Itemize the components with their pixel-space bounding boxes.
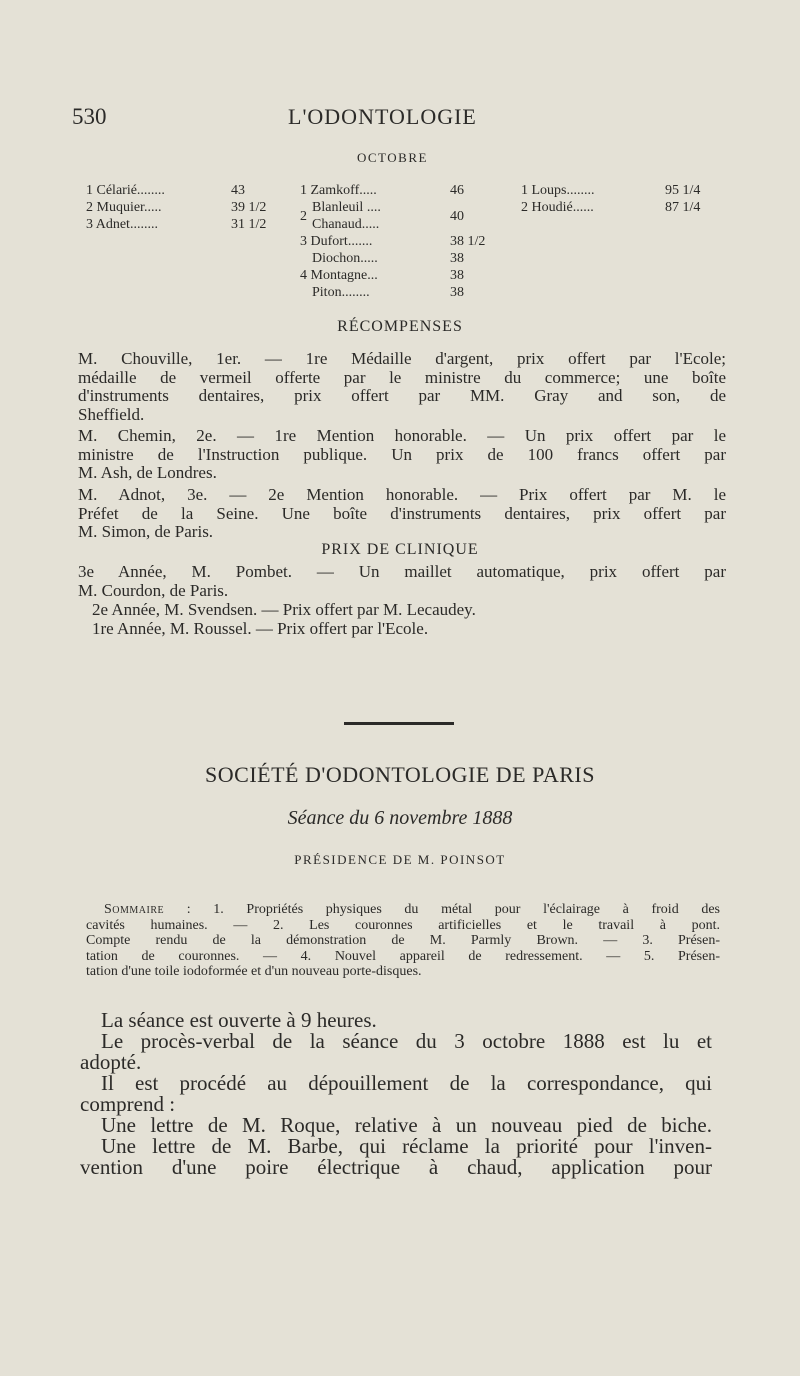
rank-name: 1 Célarié........: [86, 183, 165, 198]
text-line: M. Ash, de Londres.: [78, 463, 217, 482]
body-line: La séance est ouverte à 9 heures.: [101, 1008, 377, 1032]
rank-name: 2 Muquier.....: [86, 200, 162, 215]
sommaire-line-1: [104, 902, 720, 918]
rank-name: 1 Loups........: [521, 183, 595, 198]
rank-score: 95 1/4: [665, 183, 701, 198]
text-line: M. Simon, de Paris.: [78, 522, 214, 541]
presidence: PRÉSIDENCE DE M. POINSOT: [294, 852, 506, 867]
recompense-paragraph-1: [78, 350, 726, 424]
rank-score: 87 1/4: [665, 200, 701, 215]
text-line: M. Adnot, 3e. — 2e Mention honorable. — Prix offert par M. le: [78, 485, 726, 504]
text-line: M. Chemin, 2e. — 1re Mention honorable. — Un prix offert par le: [78, 426, 726, 445]
text-line: 3e Année, M. Pombet. — Un maillet automatique, prix offert par: [78, 562, 726, 581]
rank-score: 31 1/2: [231, 217, 267, 232]
rank-score: 43: [231, 183, 245, 198]
sommaire-line: tation de couronnes. — 4. Nouvel appareil de redressement. — 5. Présen-: [86, 948, 720, 964]
text-line: 2e Année, M. Svendsen. — Prix offert par M. Lecaudey.: [92, 600, 476, 619]
rank-name: 3 Dufort.......: [300, 234, 373, 249]
text-line: Préfet de la Seine. Une boîte d'instruments dentaires, prix offert par: [78, 503, 726, 523]
sommaire-label: Sommaire: [104, 902, 165, 917]
rank-score: 39 1/2: [231, 200, 267, 215]
text-line: d'instruments dentaires, prix offert par MM. Gray and son, de: [78, 386, 726, 405]
october-title: OCTOBRE: [357, 150, 428, 165]
rank-name: Piton........: [312, 285, 370, 300]
clinique-paragraph-2: [78, 601, 726, 620]
tie-rank: 2: [300, 209, 307, 224]
text-line: Sheffield.: [78, 404, 145, 424]
ranking-column-3: [521, 183, 741, 223]
text-line: M. Courdon, de Paris.: [78, 580, 229, 600]
rank-score: 38: [450, 251, 464, 266]
body-line: Une lettre de M. Roque, relative à un nouveau pied de biche.: [101, 1113, 712, 1137]
rank-score: 38: [450, 268, 464, 283]
section-divider: [344, 722, 454, 725]
rank-score: 46: [450, 183, 464, 198]
body-line: comprend :: [80, 1092, 176, 1116]
sommaire: [86, 902, 720, 980]
text-line: 1re Année, M. Roussel. — Prix offert par l'Ecole.: [92, 619, 429, 638]
seance-date: Séance du 6 novembre 1888: [287, 807, 513, 829]
sommaire-line: tation d'une toile iodoformée et d'un nouveau porte-disques.: [86, 964, 422, 979]
rank-name: 4 Montagne...: [300, 268, 378, 283]
rank-name: 3 Adnet........: [86, 217, 158, 232]
sommaire-line: Compte rendu de la démonstration de M. Parmly Brown. — 3. Présen-: [86, 933, 720, 948]
sommaire-line: cavités humaines. — 2. Les couronnes artificielles et le travail à pont.: [86, 917, 720, 933]
text-line: médaille de vermeil offerte par le ministre du commerce; une boîte: [78, 367, 726, 387]
rank-name: 2 Houdié......: [521, 200, 594, 215]
clinique-title: PRIX DE CLINIQUE: [321, 541, 479, 558]
society-title: SOCIÉTÉ D'ODONTOLOGIE DE PARIS: [205, 762, 595, 787]
body-line: vention d'une poire électrique à chaud, application pour: [80, 1155, 712, 1179]
recompense-paragraph-3: [78, 486, 726, 542]
minutes-body: [80, 1010, 712, 1178]
body-line: adopté.: [80, 1050, 142, 1074]
rank-name: Diochon.....: [312, 251, 378, 266]
body-line: Il est procédé au dépouillement de la correspondance, qui: [101, 1071, 712, 1095]
tie-score: 40: [450, 209, 464, 224]
rank-score: 38 1/2: [450, 234, 486, 249]
rank-score: 38: [450, 285, 464, 300]
body-line: Une lettre de M. Barbe, qui réclame la priorité pour l'inven-: [101, 1134, 712, 1158]
running-head: L'ODONTOLOGIE: [288, 104, 477, 129]
body-line: Le procès-verbal de la séance du 3 octobre 1888 est lu et: [101, 1029, 712, 1053]
clinique-paragraph-3: [78, 620, 726, 639]
page-number: 530: [72, 104, 107, 129]
rank-name: Chanaud.....: [312, 217, 380, 232]
sommaire-text: : 1. Propriétés physiques du métal pour l'éclairage à froid des: [164, 902, 720, 917]
ranking-column-2: [300, 183, 510, 303]
recompense-paragraph-2: [78, 427, 726, 483]
clinique-paragraph-1: [78, 563, 726, 600]
text-line: ministre de l'Instruction publique. Un prix de 100 francs offert par: [78, 444, 726, 464]
rank-name: 1 Zamkoff.....: [300, 183, 377, 198]
recompenses-title: RÉCOMPENSES: [337, 318, 463, 335]
text-line: M. Chouville, 1er. — 1re Médaille d'argent, prix offert par l'Ecole;: [78, 349, 726, 368]
ranking-column-1: [86, 183, 286, 243]
rank-name: Blanleuil ....: [312, 200, 381, 215]
